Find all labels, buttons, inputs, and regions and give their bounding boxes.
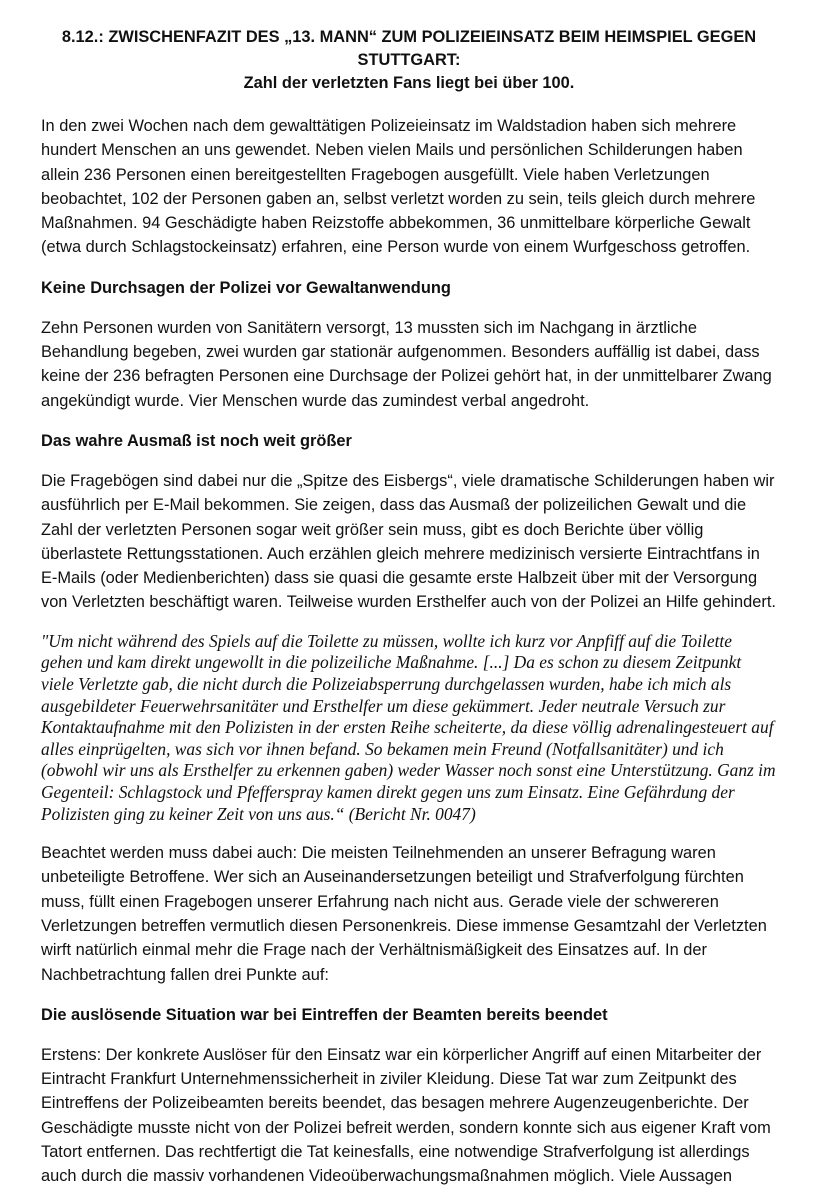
paragraph-medical-care: Zehn Personen wurden von Sanitätern versorgt, 13 mussten sich im Nachgang in ärztliche Behandlung begeben, zwei wurden gar stationär aufgenommen. Besonders auffällig ist dabei, dass keine der 236 befragten Personen eine Durchsage der Polizei gehört hat, in der unmittelbarer Zwang angekündigt wurde. Vier Menschen wurde das zumindest verbal angedroht. (41, 318, 772, 410)
heading-true-extent: Das wahre Ausmaß ist noch weit größer (41, 431, 352, 450)
paragraph-tip-of-iceberg: Die Fragebögen sind dabei nur die „Spitze des Eisbergs“, viele dramatische Schilderungen haben wir ausführlich per E-Mail bekommen. Sie zeigen, dass das Ausmaß der polizeilichen Gewalt und die Zahl der verletzten Personen sogar weit größer sein muss, gibt es doch Berichte über völlig überlastete Rettungsstationen. Auch erzählen gleich mehrere medizinisch versierte Eintrachtfans in E-Mails (oder Medienberichten) dass sie quasi die gesamte erste Halbzeit über mit der Versorgung von Verletzten beschäftigt waren. Teilweise wurden Ersthelfer auch von der Polizei an Hilfe gehindert. (41, 471, 776, 612)
paragraph-note: Beachtet werden muss dabei auch: Die meisten Teilnehmenden an unserer Befragung waren unbeteiligte Betroffene. Wer sich an Auseinandersetzungen beteiligt und Strafverfolgung fürchten muss, füllt einen Fragebogen unserer Erfahrung nach nicht aus. Gerade viele der schwereren Verletzungen betreffen vermutlich diesen Personenkreis. Diese immense Gesamtzahl der Verletzten wirft natürlich einmal mehr die Frage nach der Verhältnismäßigkeit des Einsatzes auf. In der Nachbetrachtung fallen drei Punkte auf: (41, 844, 767, 984)
document-title (41, 26, 777, 95)
paragraph-first-point: Erstens: Der konkrete Auslöser für den Einsatz war ein körperlicher Angriff auf einen Mitarbeiter der Eintracht Frankfurt Unternehmenssicherheit in ziviler Kleidung. Diese Tat war zum Zeitpunkt des Eintreffens der Polizeibeamten bereits beendet, das besagen mehrere Augenzeugenberichte. Der Geschädigte musste nicht von der Polizei befreit werden, sondern konnte sich aus eigener Kraft vom Tatort entfernen. Das rechtfertigt die Tat keinesfalls, eine notwendige Strafverfolgung ist allerdings auch durch die massiv vorhandenen Videoüberwachungsmaßnahmen möglich. Viele Aussagen (41, 1045, 771, 1186)
title-line-2: Zahl der verletzten Fans liegt bei über 100. (243, 74, 575, 92)
title-line-1: 8.12.: ZWISCHENFAZIT DES „13. MANN“ ZUM POLIZEIEINSATZ BEIM HEIMSPIEL GEGEN STUTTGART: (61, 28, 757, 69)
paragraph-intro: In den zwei Wochen nach dem gewalttätigen Polizeieinsatz im Waldstadion haben sich mehrere hundert Menschen an uns gewendet. Neben vielen Mails und persönlichen Schilderungen haben allein 236 Personen einen bereitgestellten Fragebogen ausgefüllt. Viele haben Verletzungen beobachtet, 102 der Personen gaben an, selbst verletzt worden zu sein, teils gleich durch mehrere Maßnahmen. 94 Geschädigte haben Reizstoffe abbekommen, 36 unmittelbare körperliche Gewalt (etwa durch Schlagstockeinsatz) erfahren, eine Person wurde von einem Wurfgeschoss getroffen. (41, 117, 756, 257)
heading-no-announcements: Keine Durchsagen der Polizei vor Gewaltanwendung (41, 278, 451, 297)
quote-report-0047: "Um nicht während des Spiels auf die Toilette zu müssen, wollte ich kurz vor Anpfiff auf die Toilette gehen und kam direkt ungewollt in die polizeiliche Maßnahme. [...] Da es schon zu diesem Zeitpunkt viele Verletzte gab, die nicht durch die Polizeiabsperrung durchgelassen wurden, habe ich mich als ausgebildeter Feuerwehrsanitäter und Ersthelfer um diese gekümmert. Jeder neutrale Versuch zur Kontaktaufnahme mit den Polizisten in der ersten Reihe scheiterte, da diese völlig adrenalingesteuert auf alles einprügelten, was sich vor ihnen befand. So bekamen mein Freund (Notfallsanitäter) und ich (obwohl wir uns als Ersthelfer zu erkennen gaben) weder Wasser noch sonst eine Unterstützung. Ganz im Gegenteil: Schlagstock und Pfefferspray kamen direkt gegen uns zum Einsatz. Eine Gefährdung der Polizisten ging zu keiner Zeit von uns aus.“ (Bericht Nr. 0047) (41, 630, 776, 824)
heading-situation-ended: Die auslösende Situation war bei Eintreffen der Beamten bereits beendet (41, 1005, 608, 1024)
